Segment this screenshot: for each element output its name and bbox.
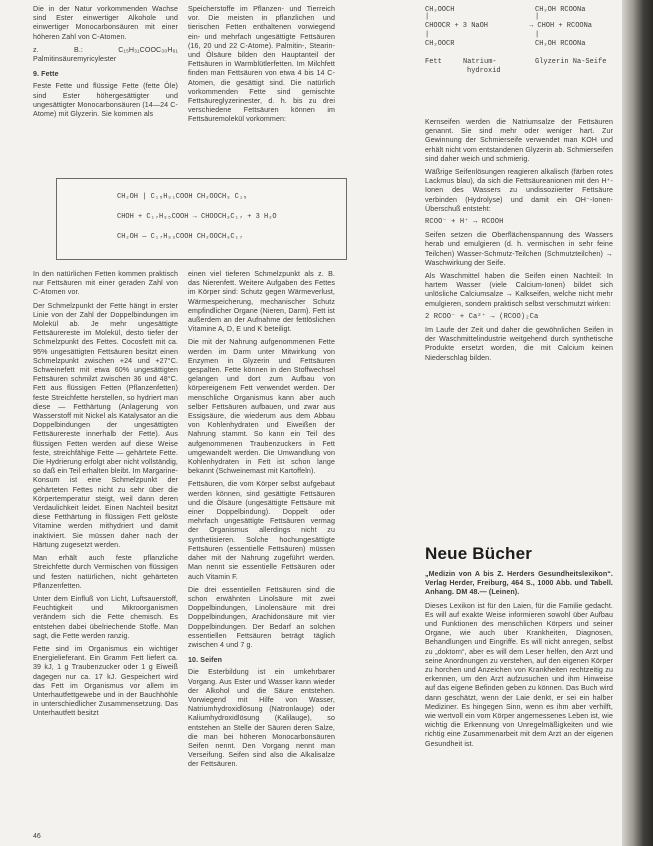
paragraph: Fettsäuren, die vom Körper selbst aufgebaut werden können, sind gesättigte Fettsäuren und die Ölsäure (ungesättigte Fettsäure mit einer Doppelbindung). Doppelt oder mehrfach ungesättigte Fettsäuren vermag der Organismus allerdings nicht zu synthetisieren. Solche hochungesättigte Fettsäuren (essentielle Fettsäuren) müssen daher mit der Nahrung zugeführt werden. Man nennt sie essentielle Fettsäuren oder auch Vitamin F. <box>188 480 335 581</box>
book-entry-title: „Medizin von A bis Z. Herders Gesundheitslexikon“. Verlag Herder, Freiburg, 464 S., 1000 Abb. und Tabell. Anhang. DM 48.— (Leinen). <box>425 570 613 597</box>
paragraph: Seifen setzen die Oberflächenspannung des Wassers herab und emulgieren (d. h. vermischen in sehr feine Teilchen) Wasser-Schmutz-Teilchen (Schmutzteilchen) → Waschwirkung der Seife. <box>425 231 613 267</box>
section-title-neue-buecher: Neue Bücher <box>425 544 533 563</box>
paragraph: Die Esterbildung ist ein umkehrbarer Vorgang. Aus Ester und Wasser kann wieder der Alkohol und die Säure entstehen. Vorwiegend mit Hilfe von Wasser, Natriumhydroxidlösung (Natronlauge) oder Kaliumhydroxidlösung (Kalilauge), so entstehen an Stelle der Säuren deren Salze, die man bei höheren Monocarbonsäuren Seifen nennt. Den Vorgang nennt man Verseifung. Seifen sind also die Alkalisalze der Fettsäuren. <box>188 668 335 769</box>
page-number: 46 <box>33 833 41 840</box>
equation-part: CH₂OOCR <box>425 40 455 48</box>
paragraph: Als Waschmittel haben die Seifen einen Nachteil: In hartem Wasser (viele Calcium-Ionen) bildet sich unlösliche Calciumsalze → Kalkseifen, welche nicht mehr emulgieren, sondern praktisch selbst verschmutzt wirken: <box>425 272 613 308</box>
equation-label: Glyzerin Na-Seife <box>535 58 607 66</box>
saponification-equation: CH₂OOCH CH₂OH RCOONa | | CHOOCR + 3 NaOH → CHOH + RCOONa | | CH₂OOCR CH₂OH RCOONa Fett Natrium- hydroxid Glyzerin Na-Seife <box>425 6 607 75</box>
paragraph: Im Laufe der Zeit und daher die gewöhnlichen Seifen in der Waschmittelindustrie weitgehend durch synthetische Produkte ersetzt worden, die mit Calcium keinen Niederschlag bilden. <box>425 326 613 362</box>
section-heading-fette: 9. Fette <box>33 70 59 79</box>
formula-line: CH₂OH — C₁₇H₃₃COOH CH₂OOCH₃C₁₇ <box>117 233 244 241</box>
paragraph: Kernseifen werden die Natriumsalze der Fettsäuren genannt. Sie sind mehr oder weniger hart. Zur Gewinnung der Schmierseife verwendet man KOH und erhält nicht vom entstandenen Glyzerin ab. Schmierseifen sind daher weich und schmierig. <box>425 118 613 163</box>
column-1-bottom <box>33 270 178 723</box>
section-heading-seifen: 10. Seifen <box>188 656 223 665</box>
paragraph: Feste Fette und flüssige Fette (fette Öle) sind Ester höhergesättigter und ungesättigter Monocarbonsäuren (14—24 C-Atome) mit Glyzerin. Sie kommen als <box>33 82 178 119</box>
formula-example: z. B.: C₁₅H₃₁COOC₃₀H₆₁ Palmitinsäuremyricylester <box>33 45 178 64</box>
equation-part: CH₂OOCH <box>425 6 455 14</box>
equation-part: CHOOCR + 3 NaOH <box>425 22 489 30</box>
column-2-bottom <box>188 270 335 774</box>
paragraph: Die mit der Nahrung aufgenommenen Fette werden im Darm unter Mitwirkung von Enzymen in Glyzerin und Fettsäuren gespalten. Fette können in den Stoffwechsel gelangen und dort zum Aufbau von körpereigenem Fett verwendet werden. Der menschliche Organismus kann aber auch selber Fettsäuren aufbauen, und zwar aus Essigsäure, die wiederum aus dem Abbau von Kohlenhydraten und Eiweißen der Nahrung stammt. So kann ein Teil des aufgenommenen Traubenzuckers in Fett umgewandelt werden. Die Umwandlung von Kohlenhydraten in Fett ist schon lange bekannt (Schweinemast mit Kartoffeln). <box>188 338 335 476</box>
book-spine-shadow <box>622 0 653 846</box>
equation-part: CH₂OH RCOONa <box>535 40 586 48</box>
ester-formula-box <box>56 178 347 260</box>
paragraph: Der Schmelzpunkt der Fette hängt in erster Linie von der Zahl der Doppelbindungen im Molekül ab. Je mehr ungesättigte Fettsäurereste im Molekül, desto tiefer der Schmelzpunkt des Fettes. Cocosfett mit ca. 95% ungesättigten Fettsäuren besitzt einen Schmelzpunkt zwischen +24 und +27°C. Schweinefett mit etwa 60% ungesättigten Fettsäuren schmilzt zwischen 36 und 48°C. Fett aus flüssigen Fetten (Pflanzenfetten) feste Streichfette herstellen, so hydriert man diese — Fetthärtung (Anlagerung von Wasserstoff mit Nickel als Katalysator an die Doppelbindungen der ungesättigten Fettsäurereste innerhalb der Fette). Aus flüssigen Fetten werden auf diese Weise feste, streichfähige Fette — gehärtete Fette. Die Hydrierung erfolgt aber nicht vollständig, so daß ein Teil erhalten bleibt. Im Margarine-Konsum ist eine Schmelzpunkt der gehärteten Fettes nicht zu sehr über die Körpertemperatur steigt, weil dann deren Verdaulichkeit leidet. Einen Nachteil besitzt diese Fetthärtung in flüssigen Fett gelöste Vitamine werden mithydriert und damit inaktiviert. Sie müssen daher nach der Härtung zugesetzt werden. <box>33 301 178 549</box>
column-3 <box>425 118 613 367</box>
formula-line: CH₂OH | C₁₅H₃₁COOH CH₂OOCH₃ C₁₅ <box>117 193 248 201</box>
equation-part: CH₂OH RCOONa <box>535 6 586 14</box>
paragraph: Speicherstoffe im Pflanzen- und Tierreich vor. Die meisten in pflanzlichen und tierischen Fetten enthaltenen vorwiegend ein- und mehrfach ungesättigte Fettsäuren (16, 20 und 22 C-Atome). Palmitin-, Stearin- und Ölsäure bilden den Hauptanteil der Fettsäuren in Warmblütlerfetten. Im Milchfett finden man Fettsäuren von etwa 4 bis 14 C-Atomen, die gesättigt sind. Die natürlich vorkommenden Fette sind gemischte Fettsäureglyzerinester, d. h. bis zu drei verschiedene Fettsäuren können im Fettsäuremolekül vorkommen: <box>188 5 335 124</box>
equation-label: hydroxid <box>467 67 501 75</box>
paragraph: Die drei essentiellen Fettsäuren sind die schon erwähnten Linolsäure mit zwei Doppelbindungen, Linolensäure mit drei Doppelbindungen, Arachidonsäure mit vier Doppelbindungen. Der Bedarf an solchen essentiellen Fettsäuren beträgt täglich zwischen 4 und 7 g. <box>188 585 335 649</box>
paragraph: Wäßrige Seifenlösungen reagieren alkalisch (färben rotes Lackmus blau), da sich die Fettsäureanionen mit den H⁺-Ionen des Wassers zu undissoziierter Fettsäure verbinden (Hydrolyse) und damit ein OH⁻-Ionen-Überschuß entsteht: <box>425 168 613 213</box>
paragraph: Die in der Natur vorkommenden Wachse sind Ester einwertiger Alkohole und einwertiger Monocarbonsäuren mit einer höheren Zahl von C-Atomen. <box>33 5 178 41</box>
equation-part: → CHOH + RCOONa <box>529 22 593 30</box>
paragraph: In den natürlichen Fetten kommen praktisch nur Fettsäuren mit einer geraden Zahl von C-Atomen vor. <box>33 270 178 297</box>
book-review <box>425 570 613 753</box>
column-2-top <box>188 5 335 129</box>
equation-label: Fett <box>425 58 442 66</box>
equation: 2 RCOO⁻ + Ca²⁺ → (RCOO)₂Ca <box>425 312 539 321</box>
column-1-top <box>33 5 178 123</box>
paragraph: Dieses Lexikon ist für den Laien, für die Familie gedacht. Es will auf exakte Weise informieren sowohl über Aufbau und Funktionen des menschlichen Körpers und seiner Organe, wie auch über Krankheiten, Diagnosen, Behandlungen und Eingriffe. Es will nicht anregen, selbst zu „doktorn“, aber es will dem Leser helfen, den Arzt und seine Anordnungen zu verstehen, auf den eigenen Körper zu horchen und Anzeichen von Krankheiten rechtzeitig zu erkennen, um den Arzt aufzusuchen und ihm Hinweise auf das eigene Befinden geben zu können. Das Buch wird dann geschätzt, wenn der Laie denkt, er sei ein halber Mediziner. Es hingegen Sinn, wenn es ihm aber verhilft, wie wertvoll ein vom Körper angemessenes Leben ist, wie wichtig die Erkennung von Unregelmäßigkeiten und wie richtig eine Zusammenarbeit mit dem Arzt an der eigenen Gesundheit ist. <box>425 601 613 748</box>
equation: RCOO⁻ + H⁺ → RCOOH <box>425 218 504 227</box>
formula-line: CHOH + C₁₇H₃₅COOH → CHOOCH₃C₁₇ + 3 H₂O <box>117 213 277 221</box>
paragraph: Man erhält auch feste pflanzliche Streichfette durch Vermischen von flüssigen und festen natürlichen, nicht gehärteten Pflanzenfetten. <box>33 554 178 590</box>
paragraph: Fette sind im Organismus ein wichtiger Energielieferant. Ein Gramm Fett liefert ca. 39 kJ, 1 g Traubenzucker oder 1 g Eiweiß dagegen nur ca. 17 kJ. Gespeichert wird das Fett im Organismus vor allem im Unterhautfettgewebe und in der Bauchhöhle in unterschiedlicher Zusammensetzung. Das Unterhautfett besitzt <box>33 644 178 718</box>
paragraph: einen viel tieferen Schmelzpunkt als z. B. das Nierenfett. Weitere Aufgaben des Fettes im Körper sind: Schutz gegen Wärmeverlust, Wärmespeicherung, mechanischer Schutz empfindlicher Organe (Nieren, Darm). Fett ist außerdem an der Aufnahme der fettlöslichen Vitamine A, D, E und K beteiligt. <box>188 270 335 334</box>
equation-label: Natrium- <box>463 58 497 66</box>
paragraph: Unter dem Einfluß von Licht, Luftsauerstoff, Feuchtigkeit und Mikroorganismen verändern sich die Fette chemisch. Es entstehen dabei übelriechende Stoffe. Man sagt, die Fette werden ranzig. <box>33 594 178 640</box>
